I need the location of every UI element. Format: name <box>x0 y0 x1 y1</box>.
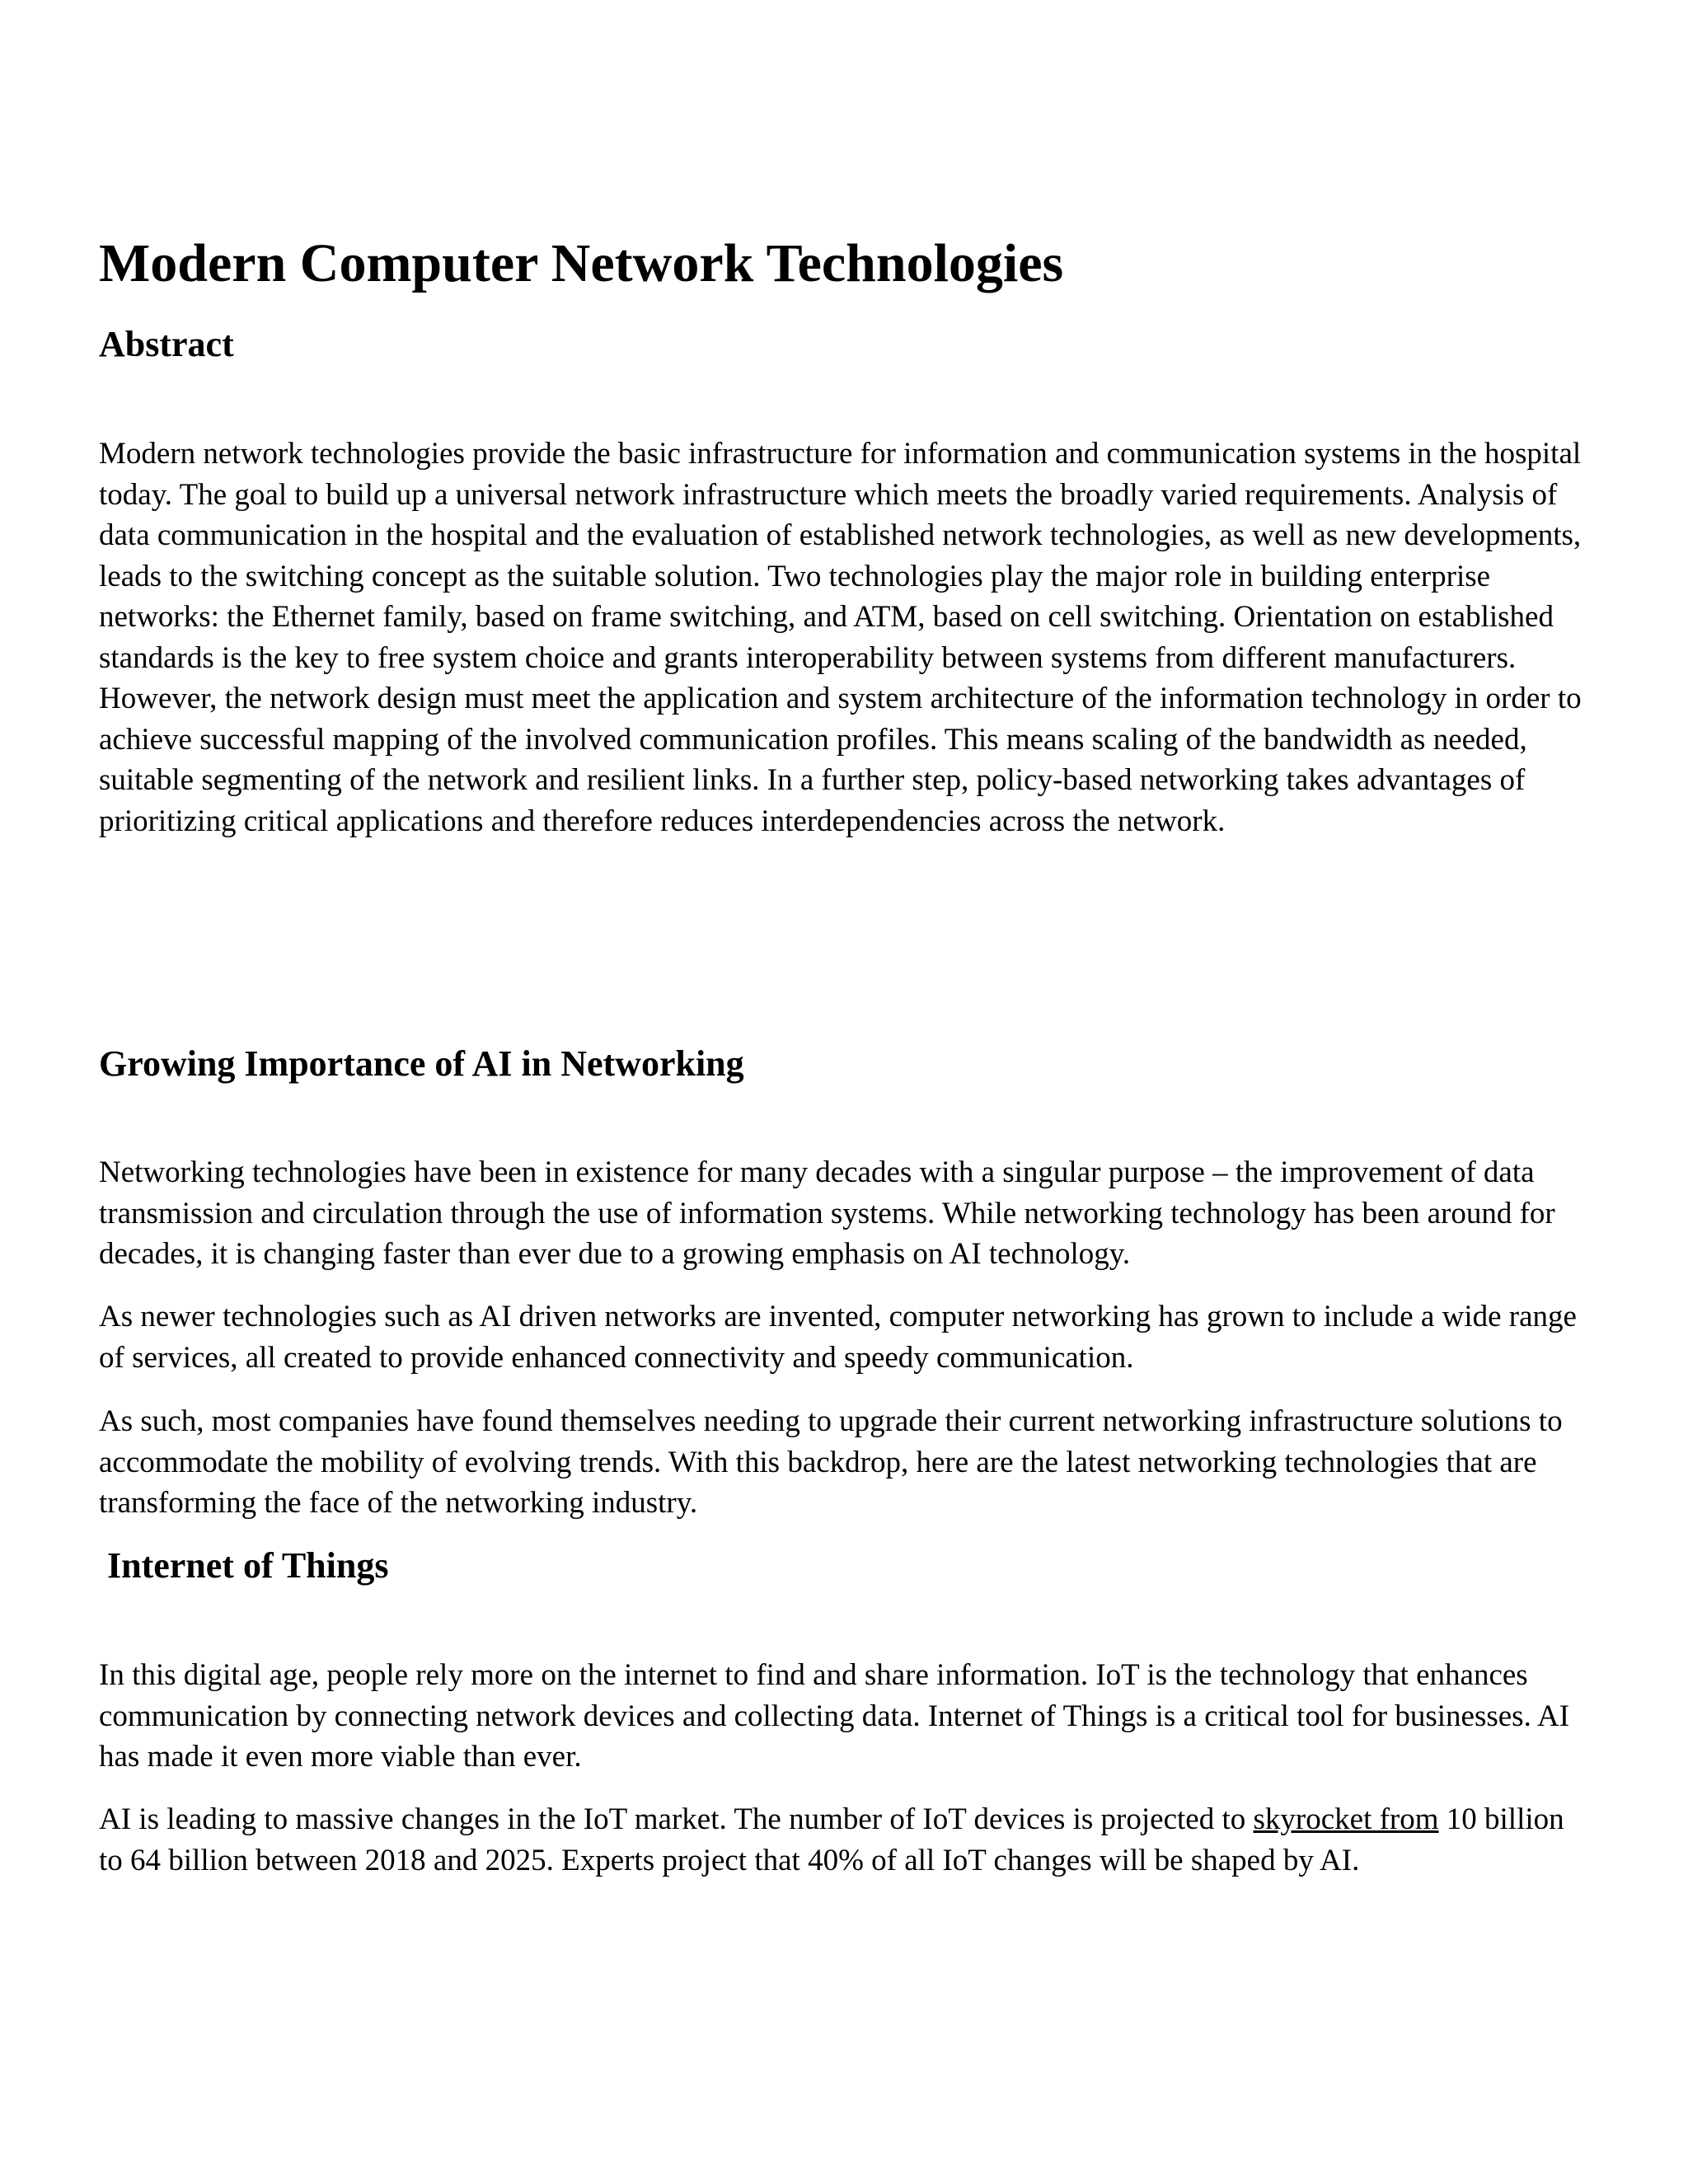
ai-paragraph-3: As such, most companies have found themselves needing to upgrade their current networking infrastructure solutions to accommodate the mobility of evolving trends. With this backdrop, here are the latest networking technologies that are transforming the face of the networking industry. <box>99 1404 1563 1520</box>
skyrocket-link[interactable]: skyrocket from <box>1253 1802 1439 1836</box>
iot-paragraph-2 <box>99 1799 1591 1881</box>
section-heading-iot: Internet of Things <box>107 1545 389 1586</box>
iot-paragraph-2-text-before: AI is leading to massive changes in the IoT market. The number of IoT devices is projected to <box>99 1802 1254 1836</box>
ai-paragraph-1: Networking technologies have been in existence for many decades with a singular purpose – the improvement of data transmission and circulation through the use of information systems. While networking technology has been around for decades, it is changing faster than ever due to a growing emphasis on AI technology. <box>99 1155 1555 1271</box>
section-heading-abstract: Abstract <box>99 324 234 364</box>
document-title: Modern Computer Network Technologies <box>99 233 1064 293</box>
ai-paragraph-2: As newer technologies such as AI driven networks are invented, computer networking has grown to include a wide range of services, all created to provide enhanced connectivity and speedy communication. <box>99 1300 1577 1375</box>
iot-paragraph-2-text-after: 10 billion to 64 billion between 2018 and 2025. Experts project that 40% of all IoT changes will be shaped by AI. <box>99 1802 1564 1877</box>
abstract-paragraph: Modern network technologies provide the basic infrastructure for information and communication systems in the hospital today. The goal to build up a universal network infrastructure which meets the broadly varied requirements. Analysis of data communication in the hospital and the evaluation of established network technologies, as well as new developments, leads to the switching concept as the suitable solution. Two technologies play the major role in building enterprise networks: the Ethernet family, based on frame switching, and ATM, based on cell switching. Orientation on established standards is the key to free system choice and grants interoperability between systems from different manufacturers. However, the network design must meet the application and system architecture of the information technology in order to achieve successful mapping of the involved communication profiles. This means scaling of the bandwidth as needed, suitable segmenting of the network and resilient links. In a further step, policy-based networking takes advantages of prioritizing critical applications and therefore reduces interdependencies across the network. <box>99 437 1582 838</box>
iot-paragraph-1: In this digital age, people rely more on the internet to find and share information. IoT is the technology that enhances communication by connecting network devices and collecting data. Internet of Things is a critical tool for businesses. AI has made it even more viable than ever. <box>99 1658 1570 1774</box>
section-heading-ai-networking: Growing Importance of AI in Networking <box>99 1043 744 1084</box>
